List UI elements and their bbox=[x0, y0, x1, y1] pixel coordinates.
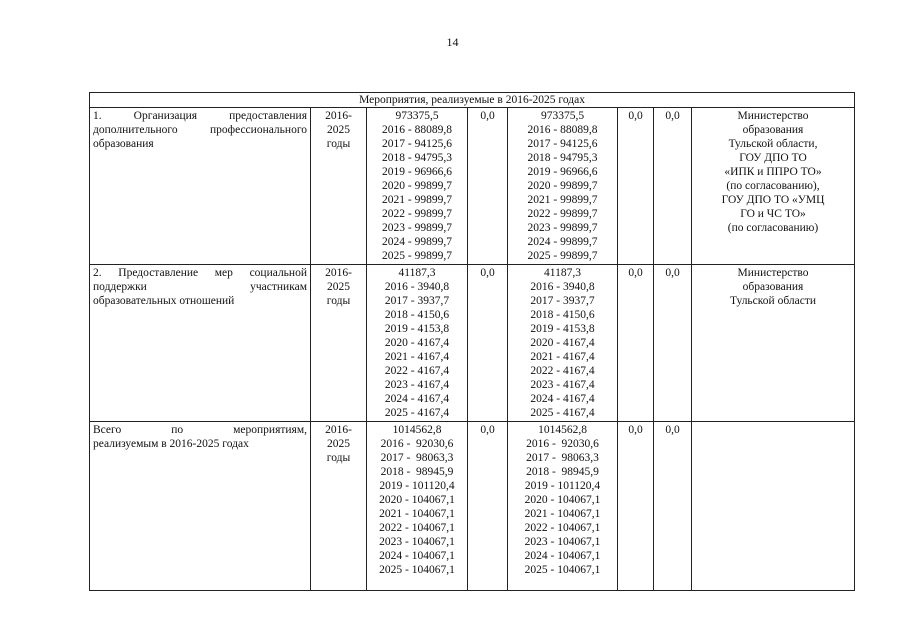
responsible-org-cell-line: (по согласованию), bbox=[726, 180, 820, 192]
total-funding-cell-line: 2016 - 88089,8 bbox=[382, 124, 452, 136]
period-cell-line: 2016- bbox=[325, 110, 352, 122]
other-funding-cell: 0,0 bbox=[654, 422, 692, 591]
federal-funding-cell: 0,0 bbox=[468, 265, 508, 422]
measure-name bbox=[90, 422, 311, 591]
period-cell-line: годы bbox=[326, 138, 351, 150]
table-row bbox=[90, 265, 855, 422]
responsible-org-cell-line: (по согласованию) bbox=[727, 222, 819, 234]
regional-funding-cell-line: 1014562,8 bbox=[538, 424, 587, 436]
measure-name-line: Всего по мероприятиям, bbox=[93, 424, 307, 436]
federal-funding-cell: 0,0 bbox=[468, 108, 508, 265]
total-funding-cell-line: 2025 - 104067,1 bbox=[379, 564, 455, 576]
responsible-org-cell-line: образования bbox=[742, 124, 804, 136]
total-funding-cell-line: 2018 - 4150,6 bbox=[384, 309, 450, 321]
total-funding-cell-line: 2024 - 4167,4 bbox=[384, 393, 450, 405]
regional-funding-cell-line: 41187,3 bbox=[544, 267, 581, 279]
regional-funding-cell-line: 2023 - 4167,4 bbox=[530, 379, 595, 391]
responsible-org-cell-line: образования bbox=[742, 281, 804, 293]
total-funding-cell-line: 2024 - 99899,7 bbox=[382, 236, 452, 248]
measure-name-line: поддержки участникам bbox=[93, 281, 307, 293]
period-cell bbox=[311, 108, 367, 265]
regional-funding-cell-line: 2024 - 4167,4 bbox=[530, 393, 595, 405]
period-cell-line: 2025 bbox=[327, 281, 350, 293]
regional-funding-cell-line: 2020 - 99899,7 bbox=[527, 180, 598, 192]
total-funding-cell bbox=[367, 422, 468, 591]
regional-funding-cell-line: 2021 - 4167,4 bbox=[530, 351, 595, 363]
total-funding-cell-line: 2019 - 4153,8 bbox=[384, 323, 450, 335]
total-funding-cell-line: 2021 - 104067,1 bbox=[379, 508, 455, 520]
regional-funding-cell-line: 2018 - 94795,3 bbox=[527, 152, 598, 164]
regional-funding-cell bbox=[508, 422, 618, 591]
measure-name bbox=[90, 265, 311, 422]
responsible-org-cell-line: ГОУ ДПО ТО bbox=[739, 152, 807, 164]
responsible-org-cell bbox=[692, 422, 855, 591]
regional-funding-cell-line: 2017 - 94125,6 bbox=[527, 138, 598, 150]
total-funding-cell bbox=[367, 108, 468, 265]
regional-funding-cell-line: 2025 - 104067,1 bbox=[524, 564, 601, 576]
measure-name-line: 1. Организация предоставления bbox=[93, 110, 307, 122]
total-funding-cell-line: 2020 - 99899,7 bbox=[382, 180, 452, 192]
responsible-org-cell-line: Министерство bbox=[737, 110, 809, 122]
period-cell-line: 2016- bbox=[325, 424, 352, 436]
responsible-org-cell-line: «ИПК и ППРО ТО» bbox=[724, 166, 822, 178]
total-funding-cell-line: 2020 - 104067,1 bbox=[379, 494, 455, 506]
total-funding-cell-line: 2021 - 99899,7 bbox=[382, 194, 452, 206]
total-funding-cell-line: 2025 - 4167,4 bbox=[384, 407, 450, 419]
measures-table bbox=[89, 92, 855, 591]
total-funding-cell-line: 2017 - 98063,3 bbox=[380, 452, 454, 464]
total-funding-cell-line: 2021 - 4167,4 bbox=[384, 351, 450, 363]
responsible-org-cell bbox=[692, 265, 855, 422]
regional-funding-cell-line: 2016 - 3940,8 bbox=[530, 281, 595, 293]
regional-funding-cell-line: 2016 - 92030,6 bbox=[526, 438, 599, 450]
regional-funding-cell-line: 2024 - 104067,1 bbox=[524, 550, 601, 562]
responsible-org-cell-line: ГО и ЧС ТО» bbox=[740, 208, 806, 220]
regional-funding-cell-line: 2023 - 104067,1 bbox=[524, 536, 601, 548]
regional-funding-cell-line: 2022 - 99899,7 bbox=[527, 208, 598, 220]
measure-name-line: образовательных отношений bbox=[93, 295, 235, 307]
total-funding-cell-line: 41187,3 bbox=[398, 267, 436, 279]
total-funding-cell-line: 973375,5 bbox=[395, 110, 439, 122]
responsible-org-cell bbox=[692, 108, 855, 265]
table-header: Мероприятия, реализуемые в 2016-2025 годах bbox=[90, 93, 855, 108]
total-funding-cell-line: 2023 - 4167,4 bbox=[384, 379, 450, 391]
regional-funding-cell bbox=[508, 265, 618, 422]
total-funding-cell-line: 2025 - 99899,7 bbox=[382, 250, 452, 262]
measure-name bbox=[90, 108, 311, 265]
period-cell-line: 2025 bbox=[327, 124, 350, 136]
regional-funding-cell bbox=[508, 108, 618, 265]
period-cell bbox=[311, 265, 367, 422]
regional-funding-cell-line: 2022 - 4167,4 bbox=[530, 365, 595, 377]
table-row bbox=[90, 108, 855, 265]
period-cell-line: 2025 bbox=[327, 438, 350, 450]
measure-name-line: дополнительного профессионального bbox=[93, 124, 307, 136]
federal-funding-cell: 0,0 bbox=[468, 422, 508, 591]
measure-name-line: реализуемым в 2016-2025 годах bbox=[93, 438, 249, 450]
total-funding-cell-line: 2019 - 101120,4 bbox=[379, 480, 455, 492]
period-cell-line: 2016- bbox=[325, 267, 352, 279]
responsible-org-cell-line: Тульской области, bbox=[728, 138, 818, 150]
period-cell-line: годы bbox=[326, 295, 351, 307]
regional-funding-cell-line: 2017 - 3937,7 bbox=[530, 295, 595, 307]
regional-funding-cell-line: 2022 - 104067,1 bbox=[524, 522, 601, 534]
measure-name-line: 2. Предоставление мер социальной bbox=[93, 267, 307, 279]
period-cell-line: годы bbox=[326, 452, 351, 464]
regional-funding-cell-line: 2023 - 99899,7 bbox=[527, 222, 598, 234]
regional-funding-cell-line: 2017 - 98063,3 bbox=[526, 452, 599, 464]
regional-funding-cell-line: 2018 - 98945,9 bbox=[526, 466, 599, 478]
regional-funding-cell-line: 2019 - 4153,8 bbox=[530, 323, 595, 335]
measure-name-line: образования bbox=[93, 138, 154, 150]
regional-funding-cell-line: 2019 - 101120,4 bbox=[524, 480, 601, 492]
total-funding-cell-line: 2017 - 94125,6 bbox=[382, 138, 452, 150]
table-row bbox=[90, 422, 855, 591]
total-funding-cell bbox=[367, 265, 468, 422]
page-number: 14 bbox=[446, 35, 459, 49]
municipal-funding-cell: 0,0 bbox=[618, 265, 654, 422]
regional-funding-cell-line: 973375,5 bbox=[540, 110, 585, 122]
total-funding-cell-line: 2019 - 96966,6 bbox=[382, 166, 452, 178]
other-funding-cell: 0,0 bbox=[654, 265, 692, 422]
total-funding-cell-line: 2023 - 99899,7 bbox=[382, 222, 452, 234]
total-funding-cell-line: 2017 - 3937,7 bbox=[384, 295, 450, 307]
total-funding-cell-line: 2020 - 4167,4 bbox=[384, 337, 450, 349]
total-funding-cell-line: 2016 - 92030,6 bbox=[380, 438, 454, 450]
responsible-org-cell-line: Тульской области bbox=[730, 295, 817, 307]
total-funding-cell-line: 2022 - 104067,1 bbox=[379, 522, 455, 534]
other-funding-cell: 0,0 bbox=[654, 108, 692, 265]
regional-funding-cell-line: 2024 - 99899,7 bbox=[527, 236, 598, 248]
total-funding-cell-line: 2018 - 94795,3 bbox=[382, 152, 452, 164]
regional-funding-cell-line: 2019 - 96966,6 bbox=[527, 166, 598, 178]
regional-funding-cell-line: 2020 - 104067,1 bbox=[524, 494, 601, 506]
municipal-funding-cell: 0,0 bbox=[618, 422, 654, 591]
municipal-funding-cell: 0,0 bbox=[618, 108, 654, 265]
regional-funding-cell-line: 2018 - 4150,6 bbox=[530, 309, 595, 321]
regional-funding-cell-line: 2021 - 99899,7 bbox=[527, 194, 598, 206]
total-funding-cell-line: 2023 - 104067,1 bbox=[379, 536, 455, 548]
total-funding-cell-line: 2024 - 104067,1 bbox=[379, 550, 455, 562]
total-funding-cell-line: 1014562,8 bbox=[392, 424, 442, 436]
period-cell bbox=[311, 422, 367, 591]
total-funding-cell-line: 2018 - 98945,9 bbox=[380, 466, 454, 478]
total-funding-cell-line: 2022 - 99899,7 bbox=[382, 208, 452, 220]
total-funding-cell-line: 2016 - 3940,8 bbox=[384, 281, 450, 293]
regional-funding-cell-line: 2025 - 99899,7 bbox=[527, 250, 598, 262]
responsible-org-cell-line: ГОУ ДПО ТО «УМЦ bbox=[721, 194, 825, 206]
regional-funding-cell-line: 2016 - 88089,8 bbox=[527, 124, 598, 136]
total-funding-cell-line: 2022 - 4167,4 bbox=[384, 365, 450, 377]
regional-funding-cell-line: 2020 - 4167,4 bbox=[530, 337, 595, 349]
responsible-org-cell-line: Министерство bbox=[737, 267, 809, 279]
regional-funding-cell-line: 2025 - 4167,4 bbox=[530, 407, 595, 419]
regional-funding-cell-line: 2021 - 104067,1 bbox=[524, 508, 601, 520]
